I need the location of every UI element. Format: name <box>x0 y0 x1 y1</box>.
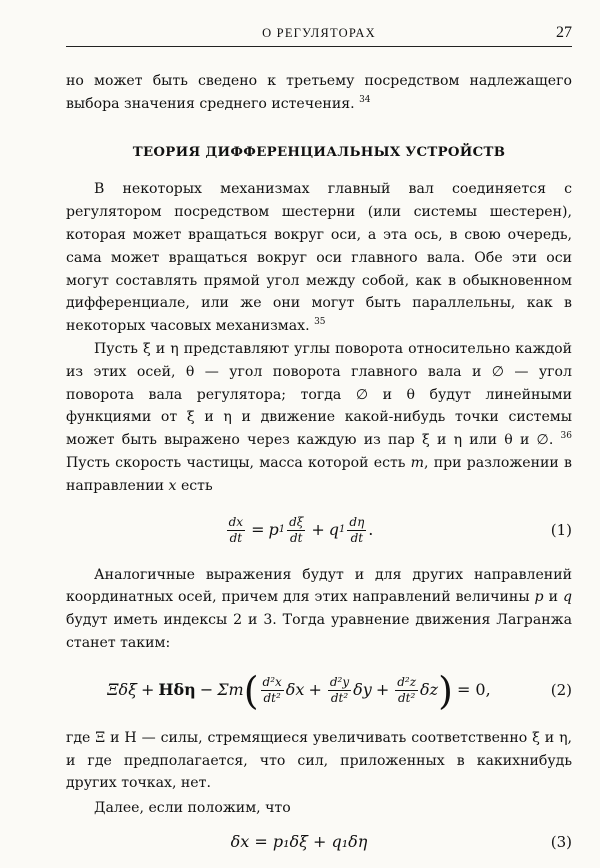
paragraph-angles <box>66 338 572 498</box>
continued-paragraph <box>66 70 572 116</box>
mass-symbol: m <box>410 454 425 471</box>
fraction: $\frac{\text{d²x}}{\text{dt²}}$ <box>262 675 282 706</box>
equation-1 <box>66 506 572 556</box>
equation-number: (2) <box>550 681 572 700</box>
p-symbol: p <box>534 589 544 606</box>
equation-number: (3) <box>550 832 572 851</box>
equation-3-body: δx = p₁δξ + q₁δη <box>230 831 368 851</box>
paragraph-velocity-mid: , при разложении в направлении <box>66 454 572 494</box>
footnote-ref: 36 <box>560 431 572 442</box>
equation-2-body: Ξδξ + Hδη − Σm ( $\frac{\text{d²x}}{\text{dt²}}$ δx + $\frac{\text{d²y}}{\text{dt²}}$ δy + $\frac{\text{d²z}}{\text{dt²}}$ δz ) = 0, <box>107 668 491 713</box>
footnote-ref: 35 <box>314 317 326 328</box>
equation-2 <box>66 663 572 719</box>
x-symbol: x <box>168 477 177 494</box>
continued-paragraph-text: но может быть сведено к третьему посредством надлежащего выбора значения среднего истечения. <box>66 73 572 112</box>
paragraph-analogous-text: Аналогичные выражения будут и для других направлений координатных осей, причем для этих направлений величины <box>66 566 572 606</box>
paragraph-analogous <box>66 564 572 655</box>
equation-1-body: $\frac{dx}{dt}$ = p 1 $\frac{d\xi}{dt}$ + q 1 $\frac{d\eta}{dt}$ . <box>228 515 374 546</box>
equation-number: (1) <box>550 521 572 540</box>
fraction: $\frac{\text{d²y}}{\text{dt²}}$ <box>329 675 350 706</box>
page-body <box>66 70 572 868</box>
paragraph-velocity-text: Пусть скорость частицы, масса которой есть <box>66 454 406 471</box>
fraction: $\frac{d\xi}{dt}$ <box>289 515 304 546</box>
fraction: $\frac{\text{d²z}}{\text{dt²}}$ <box>397 675 417 706</box>
equation-3 <box>66 824 572 860</box>
paragraph-differentials-text: В некоторых механизмах главный вал соединяется с регулятором посредством шестерни (или системы шестерен), которая может вращаться вокруг оси, а эта ось, в свою очередь, сама может вращаться вокруг оси главного вала. Обе эти оси могут составлять прямой угол между собой, как в обыкновенном дифференциале, или же они могут быть параллельны, как в некоторых часовых механизмах. <box>66 181 572 335</box>
paragraph-differentials <box>66 178 572 338</box>
page-number: 27 <box>556 24 572 41</box>
conjunction: и <box>548 589 558 606</box>
paragraph-forces: где Ξ и H — силы, стремящиеся увеличивать соответственно ξ и η, и где предполагается, что сил, приложенных в какихнибудь других точках, нет. <box>66 729 572 792</box>
q-symbol: q <box>562 589 573 606</box>
section-heading: ТЕОРИЯ ДИФФЕРЕНЦИАЛЬНЫХ УСТРОЙСТВ <box>132 144 506 160</box>
paragraph-further: Далее, если положим, что <box>94 800 291 817</box>
running-head-title: О РЕГУЛЯТОРАХ <box>262 26 376 40</box>
fraction: $\frac{d\eta}{dt}$ <box>349 515 365 546</box>
paragraph-angles-text: Пусть ξ и η представляют углы поворота относительно каждой из этих осей, θ — угол поворота главного вала и ∅ — угол поворота вала регулятора; тогда ∅ и θ будут линейными функциями от ξ и η и движение какой-нибудь точки системы может быть выражено через каждую из пар ξ и η или θ и ∅. <box>66 340 572 449</box>
running-head <box>66 26 572 47</box>
paragraph-velocity-end: есть <box>180 477 213 494</box>
footnote-ref: 34 <box>359 94 371 105</box>
paragraph-analogous-text-2: будут иметь индексы 2 и 3. Тогда уравнение движения Лагранжа станет таким: <box>66 612 572 651</box>
fraction: $\frac{dx}{dt}$ <box>228 515 244 546</box>
